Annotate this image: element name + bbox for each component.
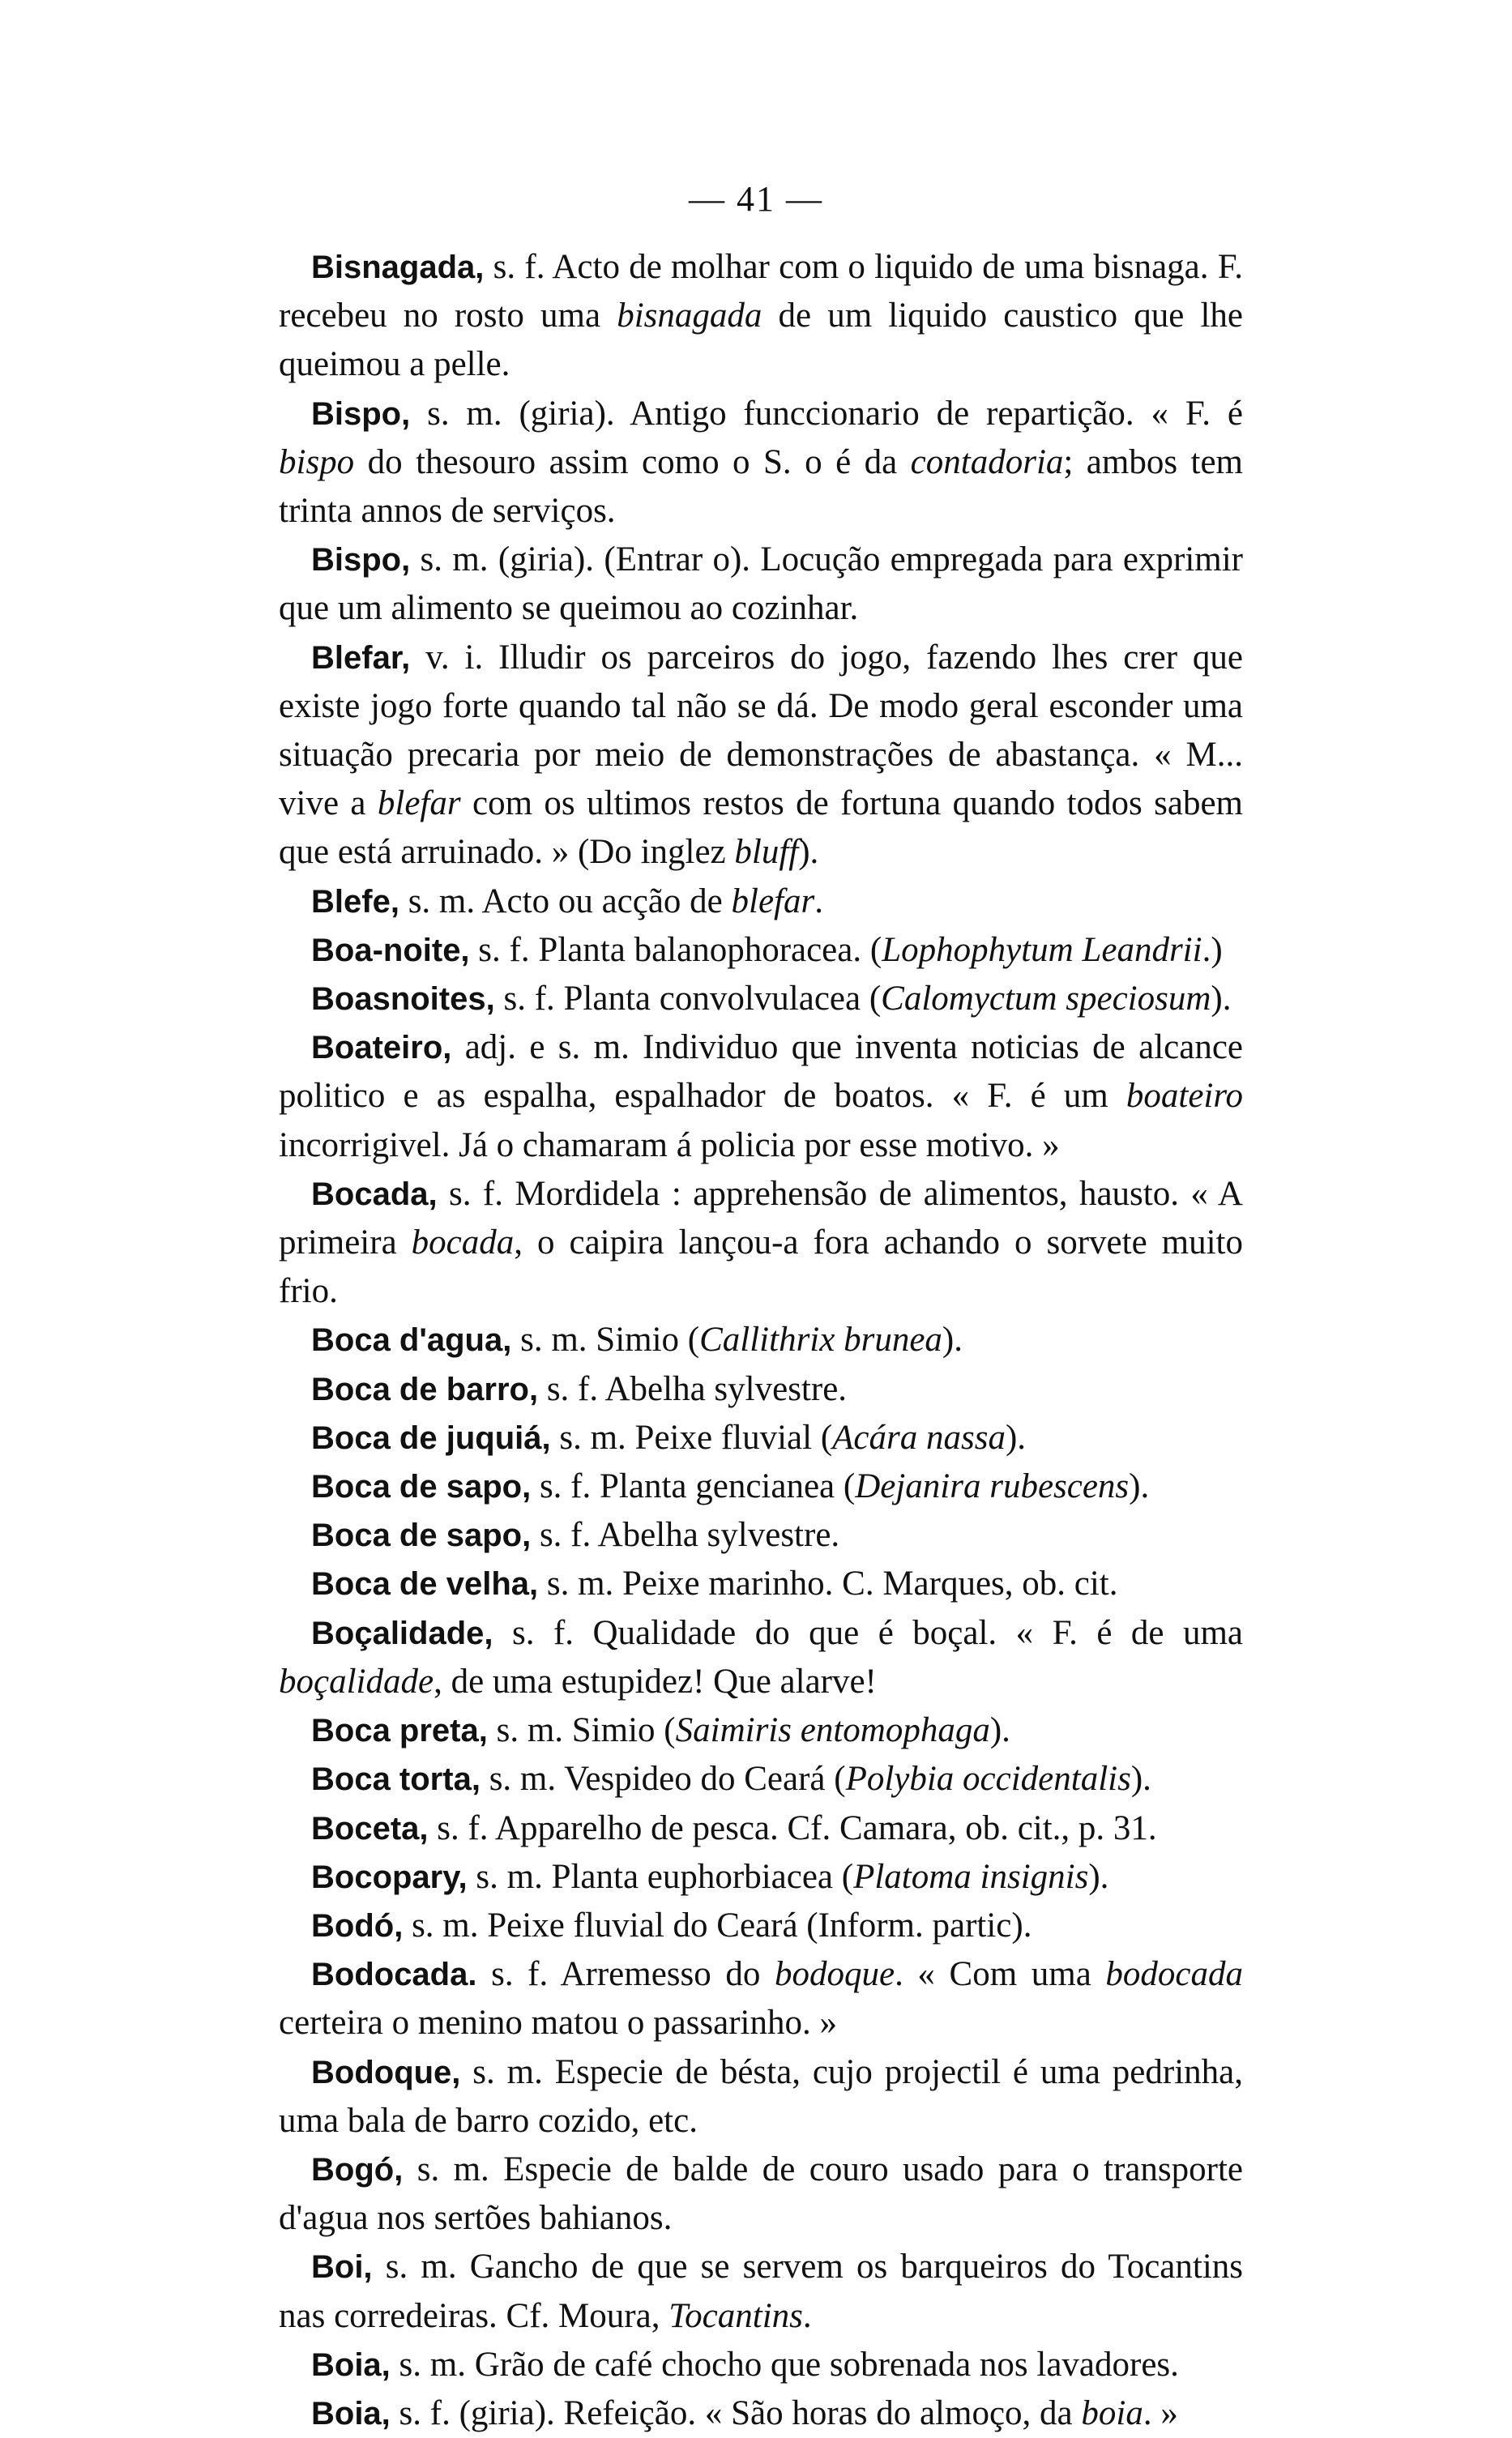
entry-headword: Boateiro, <box>311 1030 452 1066</box>
entry-text: s. f. Mordidela : apprehensão de alimentos, hausto. « A primeira <box>279 1174 1243 1262</box>
entry-text: de um liquido caustico que lhe queimou a pelle. <box>279 297 1243 384</box>
dictionary-entry <box>279 2389 1243 2438</box>
entry-text: s. m. Acto ou acção de <box>399 882 732 920</box>
entry-text: s. m. (giria). (Entrar o). Locução empregada para exprimir que um alimento se queimou ao cozinhar. <box>279 540 1243 628</box>
dictionary-entry <box>279 1902 1243 1950</box>
entry-headword: Boceta, <box>311 1810 429 1847</box>
entry-text: incorrigivel. Já o chamaram á policia por esse motivo. » <box>279 1125 1060 1164</box>
entry-text: s. f. (giria). Refeição. « São horas do almoço, da <box>390 2393 1082 2432</box>
dictionary-entry <box>279 2048 1243 2146</box>
dictionary-entry <box>279 1414 1243 1462</box>
entry-text: ). <box>1130 1760 1151 1799</box>
italic-term: Calomyctum speciosum <box>881 980 1211 1018</box>
italic-term: bispo <box>279 442 355 481</box>
entry-text: s. m. Planta euphorbiacea ( <box>467 1857 854 1896</box>
entry-text: s. f. Planta convolvulacea ( <box>494 980 882 1018</box>
entry-text: ). <box>942 1321 963 1360</box>
entry-text: ). <box>1005 1418 1027 1457</box>
entry-text: s. f. Acto de molhar com o liquido de uma bisnaga. F. recebeu no rosto uma <box>279 248 1243 335</box>
entry-headword: Boca d'agua, <box>311 1322 512 1359</box>
italic-term: contadoria <box>910 442 1064 481</box>
entry-headword: Boca torta, <box>311 1761 481 1798</box>
entry-text: s. m. Vespideo do Ceará ( <box>480 1760 846 1799</box>
entry-text: do thesouro assim como o S. o é da <box>354 442 911 481</box>
entry-text: v. i. Illudir os parceiros do jogo, fazendo lhes crer que existe jogo forte quando tal não se dá. De modo geral esconder uma situação precaria por meio de demonstrações de abastança. « M... vive a <box>279 638 1243 823</box>
entry-headword: Boasnoites, <box>311 981 495 1018</box>
italic-term: Dejanira rubescens <box>855 1467 1130 1506</box>
dictionary-entry <box>279 926 1243 975</box>
italic-term: boateiro <box>1125 1077 1243 1116</box>
dictionary-entry <box>279 1853 1243 1902</box>
italic-term: Acára nassa <box>832 1418 1006 1457</box>
italic-term: Lophophytum Leandrii <box>882 930 1202 969</box>
italic-term: bisnagada <box>617 297 762 335</box>
dictionary-entry <box>279 1511 1243 1560</box>
dictionary-entry <box>279 243 1243 390</box>
entry-text: s. f. Abelha sylvestre. <box>531 1516 840 1555</box>
dictionary-entry <box>279 1609 1243 1706</box>
page-number: — 41 — <box>689 179 823 219</box>
dictionary-entry <box>279 975 1243 1023</box>
dictionary-entry <box>279 2243 1243 2340</box>
entry-headword: Bocada, <box>311 1176 438 1212</box>
italic-term: bodoque <box>774 1955 895 1994</box>
dictionary-entry <box>279 1462 1243 1511</box>
dictionary-entry <box>279 877 1243 926</box>
entry-text: com os ultimos restos de fortuna quando todos sabem que está arruinado. » (Do inglez <box>279 784 1244 872</box>
entry-text: s. f. Arremesso do <box>476 1955 775 1994</box>
entry-headword: Blefe, <box>311 883 399 920</box>
entry-headword: Boca de sapo, <box>311 1469 532 1505</box>
dictionary-entry <box>279 536 1243 633</box>
italic-term: boçalidade <box>279 1662 434 1701</box>
dictionary-entry <box>279 390 1243 536</box>
italic-term: Platoma insignis <box>853 1857 1089 1896</box>
entry-headword: Boia, <box>311 2395 391 2432</box>
dictionary-entry <box>279 1950 1243 2047</box>
dictionary-entry <box>279 2146 1243 2243</box>
entry-text: s. f. Abelha sylvestre. <box>538 1369 848 1408</box>
entry-headword: Boia, <box>311 2346 391 2383</box>
entry-text: s. m. Simio ( <box>511 1321 700 1360</box>
entry-text: ). <box>1088 1857 1109 1896</box>
entry-headword: Boçalidade, <box>311 1615 493 1651</box>
dictionary-entry <box>279 1170 1243 1317</box>
entry-text: s. m. (giria). Antigo funccionario de repartição. « F. é <box>410 394 1243 433</box>
italic-term: bocada <box>411 1223 515 1262</box>
entry-headword: Boi, <box>311 2249 373 2286</box>
entry-text: s. m. Grão de café chocho que sobrenada nos lavadores. <box>390 2345 1179 2384</box>
entry-text: . « Com uma <box>895 1955 1106 1994</box>
dictionary-entry <box>279 1316 1243 1364</box>
italic-term: Tocantins <box>668 2296 803 2335</box>
entry-headword: Boca de juquiá, <box>311 1420 551 1456</box>
entry-text: s. m. Gancho de que se servem os barqueiros do Tocantins nas corredeiras. Cf. Moura, <box>279 2248 1243 2335</box>
entry-headword: Boa-noite, <box>311 932 470 968</box>
entry-headword: Blefar, <box>311 639 411 676</box>
entry-text: . <box>802 2296 812 2335</box>
italic-term: blefar <box>377 784 461 823</box>
entry-text: . <box>814 882 823 920</box>
dictionary-entry <box>279 1023 1243 1170</box>
entry-headword: Bisnagada, <box>311 250 485 285</box>
entry-headword: Bogó, <box>311 2151 404 2188</box>
entry-headword: Boca de sapo, <box>311 1518 532 1554</box>
entry-text: s. m. Especie de bésta, cujo projectil é uma pedrinha, uma bala de barro cozido, etc. <box>279 2052 1243 2140</box>
entry-text: s. f. Planta gencianea ( <box>531 1467 856 1506</box>
entry-text: s. m. Especie de balde de couro usado para o transporte d'agua nos sertões bahianos. <box>279 2150 1243 2238</box>
entry-text: ). <box>1129 1467 1150 1506</box>
italic-term: bodocada <box>1105 1955 1243 1994</box>
entry-text: .) <box>1202 930 1223 969</box>
italic-term: Saimiris entomophaga <box>675 1711 990 1750</box>
entry-text: s. f. Apparelho de pesca. Cf. Camara, ob. cit., p. 31. <box>428 1808 1157 1847</box>
entry-text: s. m. Simio ( <box>487 1711 676 1750</box>
entry-headword: Boca de velha, <box>311 1566 539 1603</box>
entry-text: certeira o menino matou o passarinho. » <box>279 2004 837 2043</box>
entry-headword: Bocopary, <box>311 1859 468 1895</box>
italic-term: blefar <box>731 882 815 920</box>
italic-term: Polybia occidentalis <box>845 1760 1131 1799</box>
dictionary-entry <box>279 1804 1243 1853</box>
entry-text: , de uma estupidez! Que alarve! <box>434 1662 877 1701</box>
entry-text: ). <box>989 1711 1010 1750</box>
italic-term: boia <box>1081 2393 1143 2432</box>
entry-text: s. f. Planta balanophoracea. ( <box>469 930 882 969</box>
entry-text: s. m. Peixe fluvial do Ceará (Inform. partic). <box>403 1906 1032 1945</box>
dictionary-entry <box>279 1755 1243 1804</box>
entry-headword: Bodocada. <box>311 1957 477 1993</box>
entry-headword: Bodó, <box>311 1907 404 1944</box>
italic-term: bluff <box>734 833 799 872</box>
entry-text: s. m. Peixe fluvial ( <box>550 1418 833 1457</box>
entry-text: s. m. Peixe marinho. C. Marques, ob. cit. <box>538 1565 1118 1603</box>
entry-text: . » <box>1143 2393 1178 2432</box>
entry-text: , o caipira lançou-a fora achando o sorvete muito frio. <box>279 1223 1243 1311</box>
dictionary-entry <box>279 1560 1243 1608</box>
entry-text: ). <box>798 833 819 872</box>
entry-text: ). <box>1211 980 1232 1018</box>
entry-text: s. f. Qualidade do que é boçal. « F. é de uma <box>493 1613 1243 1652</box>
entry-headword: Bispo, <box>311 542 411 579</box>
dictionary-entry <box>279 1706 1243 1755</box>
dictionary-entries <box>279 243 1243 2438</box>
entry-headword: Boca de barro, <box>311 1371 539 1407</box>
entry-headword: Bispo, <box>311 395 411 432</box>
dictionary-entry <box>279 634 1243 877</box>
italic-term: Callithrix brunea <box>699 1321 942 1360</box>
entry-text: ; ambos tem trinta annos de serviços. <box>279 442 1243 531</box>
dictionary-entry <box>279 1365 1243 1414</box>
entry-headword: Bodoque, <box>311 2054 461 2090</box>
entry-headword: Boca preta, <box>311 1713 488 1749</box>
entry-text: adj. e s. m. Individuo que inventa noticias de alcance politico e as espalha, espalhador de boatos. « F. é um <box>279 1028 1243 1116</box>
